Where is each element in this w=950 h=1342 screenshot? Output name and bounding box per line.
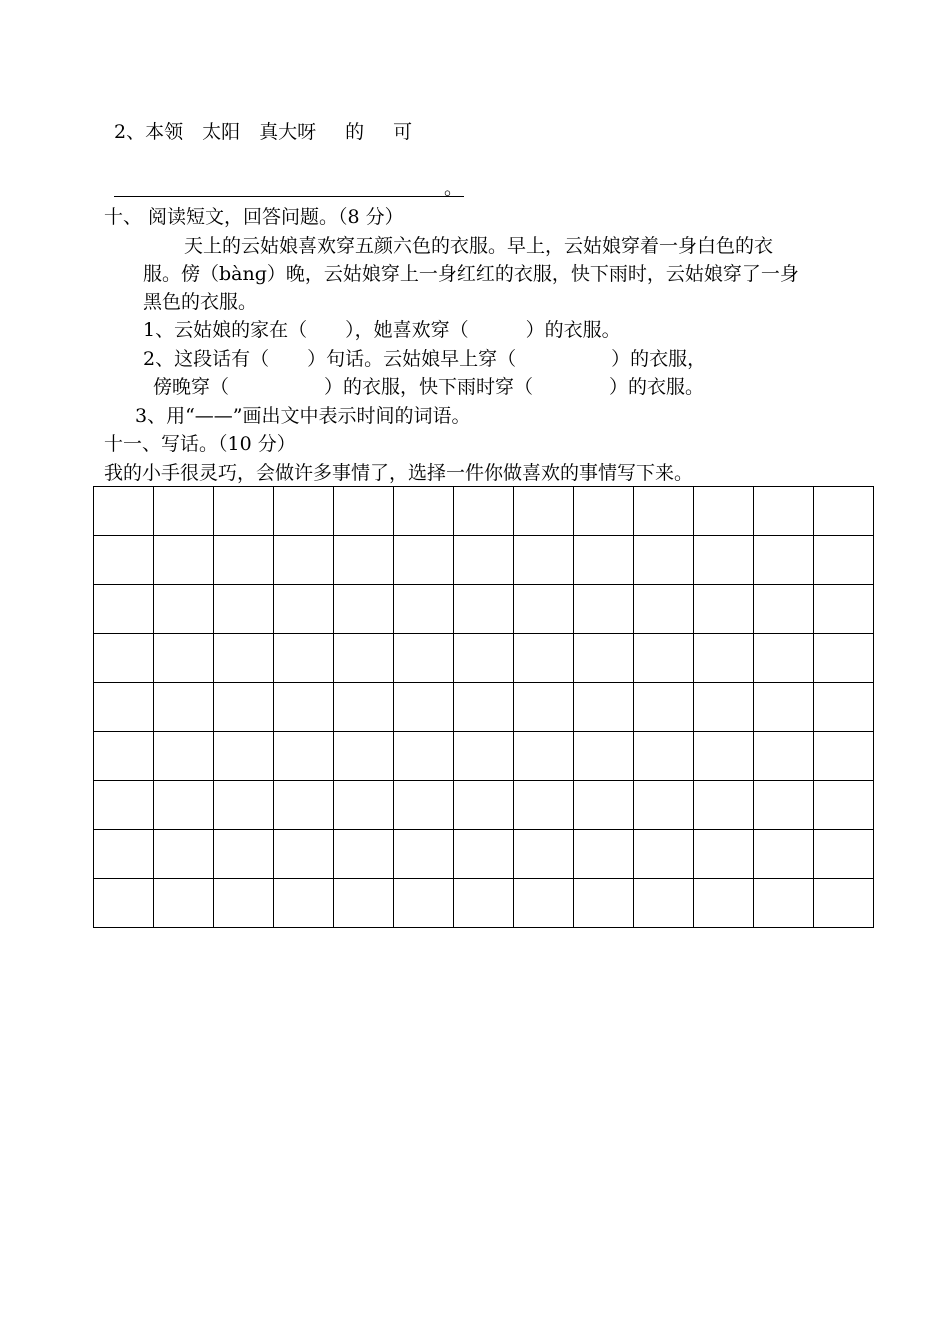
grid-cell xyxy=(574,732,634,781)
grid-cell xyxy=(394,536,454,585)
grid-cell xyxy=(394,732,454,781)
q9-answer-line xyxy=(114,196,464,197)
grid-row xyxy=(94,879,874,928)
grid-cell xyxy=(214,781,274,830)
grid-cell xyxy=(514,536,574,585)
grid-cell xyxy=(274,879,334,928)
question-2: 2、这段话有（ ）句话。云姑娘早上穿（ ）的衣服， xyxy=(143,348,707,370)
q9-item2-words: 2、本领 太阳 真大呀 的 可 xyxy=(114,121,413,143)
grid-cell xyxy=(814,536,874,585)
grid-cell xyxy=(394,683,454,732)
grid-cell xyxy=(454,536,514,585)
grid-cell xyxy=(274,536,334,585)
grid-cell xyxy=(814,683,874,732)
grid-cell xyxy=(814,830,874,879)
grid-cell xyxy=(694,634,754,683)
grid-row xyxy=(94,585,874,634)
grid-cell xyxy=(574,830,634,879)
grid-cell xyxy=(454,830,514,879)
grid-cell xyxy=(334,487,394,536)
grid-cell xyxy=(634,830,694,879)
grid-cell xyxy=(454,585,514,634)
grid-row xyxy=(94,781,874,830)
grid-cell xyxy=(814,585,874,634)
grid-cell xyxy=(454,487,514,536)
grid-cell xyxy=(634,879,694,928)
grid-cell xyxy=(634,781,694,830)
grid-cell xyxy=(514,879,574,928)
grid-cell xyxy=(94,634,154,683)
question-3: 3、用“——”画出文中表示时间的词语。 xyxy=(135,405,471,427)
grid-cell xyxy=(754,585,814,634)
grid-cell xyxy=(274,487,334,536)
grid-cell xyxy=(334,536,394,585)
grid-cell xyxy=(154,536,214,585)
grid-cell xyxy=(694,781,754,830)
grid-cell xyxy=(274,781,334,830)
grid-cell xyxy=(694,487,754,536)
grid-cell xyxy=(94,536,154,585)
grid-cell xyxy=(574,585,634,634)
grid-cell xyxy=(334,585,394,634)
grid-cell xyxy=(154,683,214,732)
grid-row xyxy=(94,683,874,732)
grid-cell xyxy=(514,634,574,683)
grid-cell xyxy=(154,634,214,683)
grid-cell xyxy=(214,879,274,928)
grid-cell xyxy=(94,683,154,732)
grid-cell xyxy=(754,879,814,928)
grid-cell xyxy=(514,732,574,781)
grid-cell xyxy=(634,634,694,683)
grid-cell xyxy=(814,781,874,830)
grid-cell xyxy=(694,830,754,879)
grid-row xyxy=(94,487,874,536)
grid-cell xyxy=(514,585,574,634)
question-1: 1、云姑娘的家在（ ），她喜欢穿（ ）的衣服。 xyxy=(143,319,621,341)
grid-cell xyxy=(514,830,574,879)
grid-cell xyxy=(454,732,514,781)
grid-cell xyxy=(334,683,394,732)
question-2-cont: 傍晚穿（ ）的衣服，快下雨时穿（ ）的衣服。 xyxy=(153,376,705,398)
grid-cell xyxy=(814,732,874,781)
grid-cell xyxy=(394,879,454,928)
writing-prompt: 我的小手很灵巧，会做许多事情了，选择一件你做喜欢的事情写下来。 xyxy=(104,462,694,484)
grid-row xyxy=(94,732,874,781)
grid-cell xyxy=(694,879,754,928)
grid-cell xyxy=(574,634,634,683)
grid-cell xyxy=(154,585,214,634)
section11-heading: 十一、写话。（10 分） xyxy=(104,433,296,455)
grid-cell xyxy=(94,487,154,536)
grid-cell xyxy=(514,683,574,732)
grid-cell xyxy=(694,585,754,634)
grid-row xyxy=(94,634,874,683)
grid-cell xyxy=(754,634,814,683)
grid-cell xyxy=(574,879,634,928)
grid-cell xyxy=(754,732,814,781)
passage-line-2: 服。傍（bànɡ）晚，云姑娘穿上一身红红的衣服，快下雨时，云姑娘穿了一身 xyxy=(143,263,799,285)
grid-cell xyxy=(274,634,334,683)
grid-cell xyxy=(274,683,334,732)
grid-cell xyxy=(274,732,334,781)
grid-cell xyxy=(694,683,754,732)
grid-cell xyxy=(154,781,214,830)
section10-heading: 十、 阅读短文，回答问题。（8 分） xyxy=(104,206,404,228)
grid-cell xyxy=(394,781,454,830)
passage-line-1: 天上的云姑娘喜欢穿五颜六色的衣服。早上，云姑娘穿着一身白色的衣 xyxy=(184,235,774,257)
grid-cell xyxy=(814,634,874,683)
grid-cell xyxy=(634,536,694,585)
grid-cell xyxy=(94,879,154,928)
grid-cell xyxy=(214,585,274,634)
grid-cell xyxy=(754,830,814,879)
grid-cell xyxy=(154,487,214,536)
grid-cell xyxy=(694,536,754,585)
grid-row xyxy=(94,536,874,585)
grid-cell xyxy=(454,781,514,830)
grid-cell xyxy=(154,732,214,781)
grid-cell xyxy=(634,683,694,732)
grid-cell xyxy=(754,683,814,732)
grid-cell xyxy=(334,830,394,879)
grid-cell xyxy=(814,879,874,928)
grid-cell xyxy=(394,830,454,879)
grid-cell xyxy=(94,585,154,634)
grid-cell xyxy=(274,585,334,634)
grid-cell xyxy=(454,634,514,683)
grid-cell xyxy=(394,585,454,634)
grid-cell xyxy=(214,536,274,585)
grid-cell xyxy=(574,683,634,732)
grid-cell xyxy=(394,487,454,536)
grid-cell xyxy=(814,487,874,536)
grid-cell xyxy=(214,683,274,732)
grid-cell xyxy=(334,781,394,830)
grid-cell xyxy=(214,732,274,781)
grid-cell xyxy=(694,732,754,781)
grid-cell xyxy=(214,830,274,879)
grid-cell xyxy=(154,879,214,928)
grid-cell xyxy=(754,536,814,585)
grid-cell xyxy=(214,634,274,683)
grid-cell xyxy=(394,634,454,683)
passage-line-3: 黑色的衣服。 xyxy=(143,291,258,313)
q9-answer-period: 。 xyxy=(444,177,464,199)
grid-cell xyxy=(514,781,574,830)
grid-cell xyxy=(634,487,694,536)
grid-cell xyxy=(454,879,514,928)
grid-cell xyxy=(634,585,694,634)
grid-cell xyxy=(334,732,394,781)
grid-cell xyxy=(214,487,274,536)
grid-cell xyxy=(574,781,634,830)
grid-cell xyxy=(634,732,694,781)
writing-grid xyxy=(93,486,874,928)
grid-cell xyxy=(274,830,334,879)
grid-cell xyxy=(334,879,394,928)
grid-cell xyxy=(94,830,154,879)
grid-row xyxy=(94,830,874,879)
grid-cell xyxy=(754,781,814,830)
grid-cell xyxy=(574,487,634,536)
grid-cell xyxy=(754,487,814,536)
grid-cell xyxy=(94,732,154,781)
grid-cell xyxy=(334,634,394,683)
grid-cell xyxy=(514,487,574,536)
grid-cell xyxy=(154,830,214,879)
grid-cell xyxy=(454,683,514,732)
grid-cell xyxy=(94,781,154,830)
grid-cell xyxy=(574,536,634,585)
